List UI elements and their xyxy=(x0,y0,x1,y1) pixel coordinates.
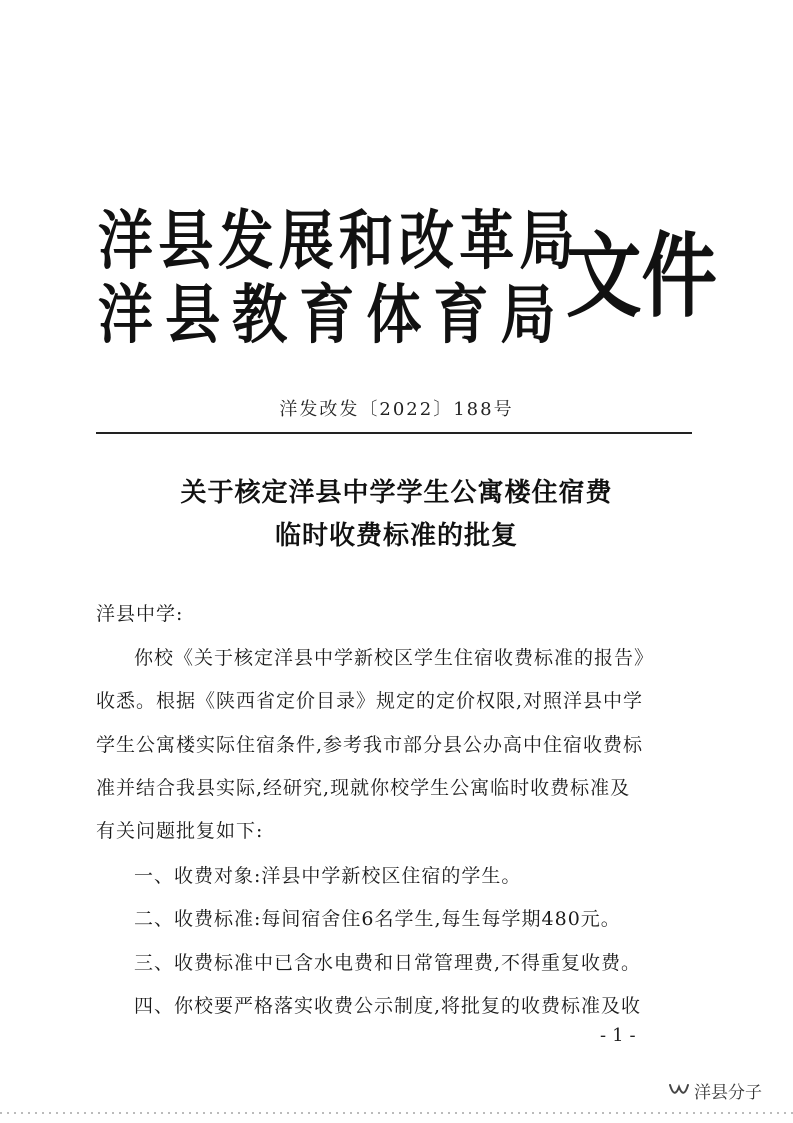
page-number: -1- xyxy=(600,1025,642,1046)
paragraph-line: 收悉。根据《陕西省定价目录》规定的定价权限,对照洋县中学 xyxy=(96,690,644,712)
header-divider xyxy=(96,432,692,434)
watermark-text: 洋县分子 xyxy=(694,1082,762,1103)
paragraph-line: 你校《关于核定洋县中学新校区学生住宿收费标准的报告》 xyxy=(134,647,655,669)
watermark xyxy=(668,1078,762,1102)
issuing-org-1: 洋县发展和改革局 xyxy=(98,205,580,279)
document-title-line-2: 临时收费标准的批复 xyxy=(274,521,518,551)
issuing-org-2: 洋县教育体育局 xyxy=(98,279,568,353)
list-item: 一、收费对象:洋县中学新校区住宿的学生。 xyxy=(134,865,522,887)
paragraph-line: 有关问题批复如下: xyxy=(96,820,264,842)
paragraph-line: 准并结合我县实际,经研究,现就你校学生公寓临时收费标准及 xyxy=(96,777,631,799)
list-item: 二、收费标准:每间宿舍住6名学生,每生每学期480元。 xyxy=(134,908,621,930)
paragraph-line: 学生公寓楼实际住宿条件,参考我市部分县公办高中住宿收费标 xyxy=(96,734,644,756)
scan-edge-dots xyxy=(0,1112,793,1114)
document-title-line-1: 关于核定洋县中学学生公寓楼住宿费 xyxy=(180,478,613,508)
salutation: 洋县中学: xyxy=(96,603,184,625)
list-item: 三、收费标准中已含水电费和日常管理费,不得重复收费。 xyxy=(134,952,642,974)
list-item: 四、你校要严格落实收费公示制度,将批复的收费标准及收 xyxy=(134,995,642,1017)
wechat-channel-icon xyxy=(668,1081,690,1099)
document-label: 文件 xyxy=(566,223,717,330)
document-number: 洋发改发〔2022〕188号 xyxy=(279,399,514,420)
